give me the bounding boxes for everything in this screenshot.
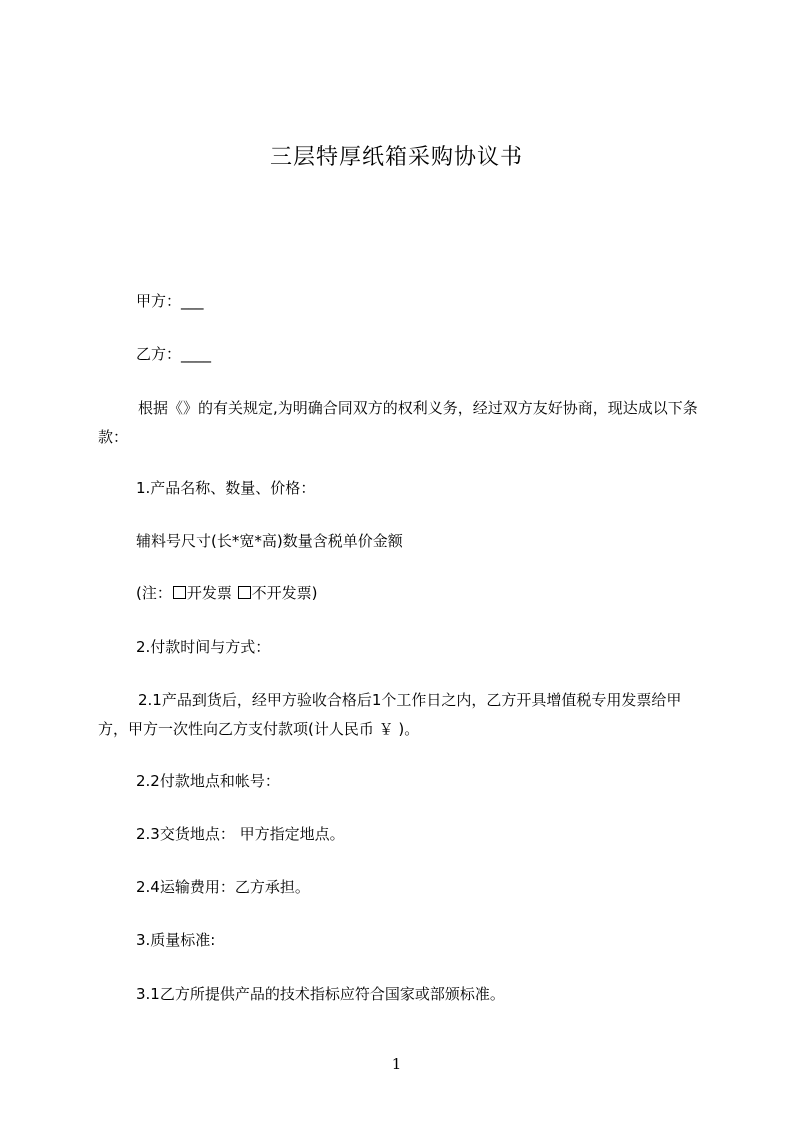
no-invoice-option-label: 不开发票) [251,584,318,602]
no-invoice-checkbox-icon [238,586,251,599]
page-number: 1 [391,1055,402,1073]
section-2-heading: 2.付款时间与方式： [136,638,271,656]
clause-3-1: 3.1乙方所提供产品的技术指标应符合国家或部颁标准。 [136,985,505,1003]
section-3-heading: 3.质量标准: [136,931,216,949]
clause-2-4: 2.4运输费用：乙方承担。 [136,878,310,896]
clause-2-2: 2.2付款地点和帐号： [136,772,280,790]
clause-2-1: 2.1产品到货后，经甲方验收合格后1个工作日之内，乙方开具增值税专用发票给甲方，甲方一次性向乙方支付款项(计人民币 ￥ )。 [98,691,682,738]
intro-paragraph: 根据《》的有关规定,为明确合同双方的权利义务，经过双方友好协商，现达成以下条款： [98,399,698,446]
party-a-line: 甲方：___ [136,292,204,310]
invoice-option-label: 开发票 [186,584,232,602]
section-1-heading: 1.产品名称、数量、价格： [136,479,316,497]
invoice-note-prefix: (注： [136,584,172,602]
invoice-note [136,583,318,603]
product-table-header: 辅料号尺寸(长*宽*高)数量含税单价金额 [136,532,403,550]
document-title: 三层特厚纸箱采购协议书 [269,145,523,170]
invoice-checkbox-icon [173,586,186,599]
party-b-line: 乙方：____ [136,345,212,363]
clause-2-3: 2.3交货地点： 甲方指定地点。 [136,825,345,843]
